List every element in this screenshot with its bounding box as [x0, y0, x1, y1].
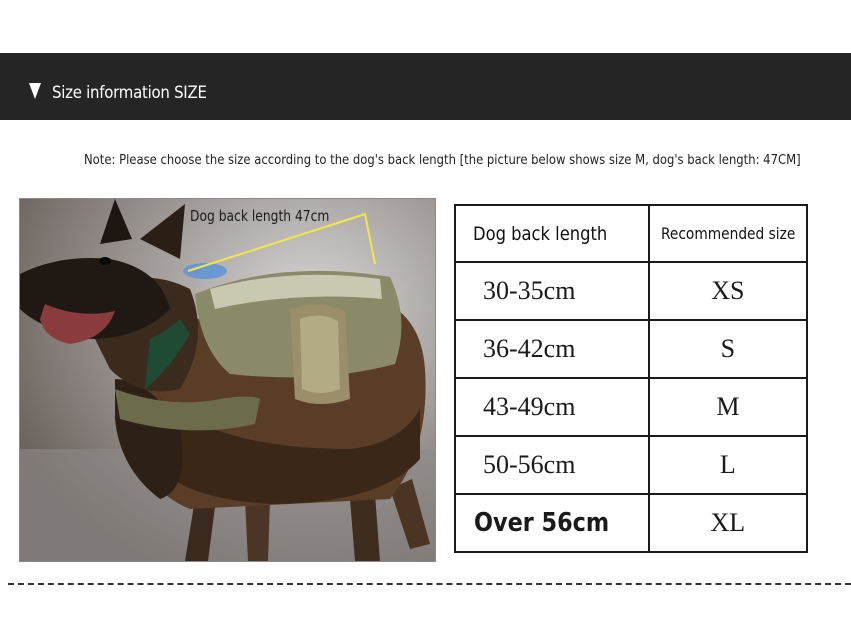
size-cell: M	[649, 378, 807, 436]
size-table	[454, 204, 808, 553]
length-cell-text: Over 56cm	[474, 508, 610, 538]
size-cell: S	[649, 320, 807, 378]
length-cell: 36-42cm	[455, 320, 649, 378]
length-cell: 43-49cm	[455, 378, 649, 436]
header-recommended-size: Recommended size	[649, 205, 807, 262]
table-row	[455, 494, 807, 552]
photo-label: Dog back length 47cm	[190, 207, 330, 225]
table-row	[455, 262, 807, 320]
size-info-header	[0, 53, 851, 120]
length-cell: 30-35cm	[455, 262, 649, 320]
dog-photo	[19, 198, 436, 562]
dog-illustration	[20, 199, 435, 561]
table-row	[455, 436, 807, 494]
header-title: Size information SIZE	[52, 83, 207, 103]
length-cell	[455, 494, 649, 552]
size-cell: XS	[649, 262, 807, 320]
size-cell: XL	[649, 494, 807, 552]
table-row	[455, 320, 807, 378]
length-cell: 50-56cm	[455, 436, 649, 494]
header-dog-back-length: Dog back length	[455, 205, 649, 262]
size-note: Note: Please choose the size according to the dog's back length [the picture below shows size M, dog's back length: 47CM]	[84, 152, 801, 168]
dashed-divider	[8, 583, 851, 585]
table-header-row	[455, 205, 807, 262]
table-row	[455, 378, 807, 436]
triangle-down-icon	[29, 83, 41, 99]
size-cell: L	[649, 436, 807, 494]
